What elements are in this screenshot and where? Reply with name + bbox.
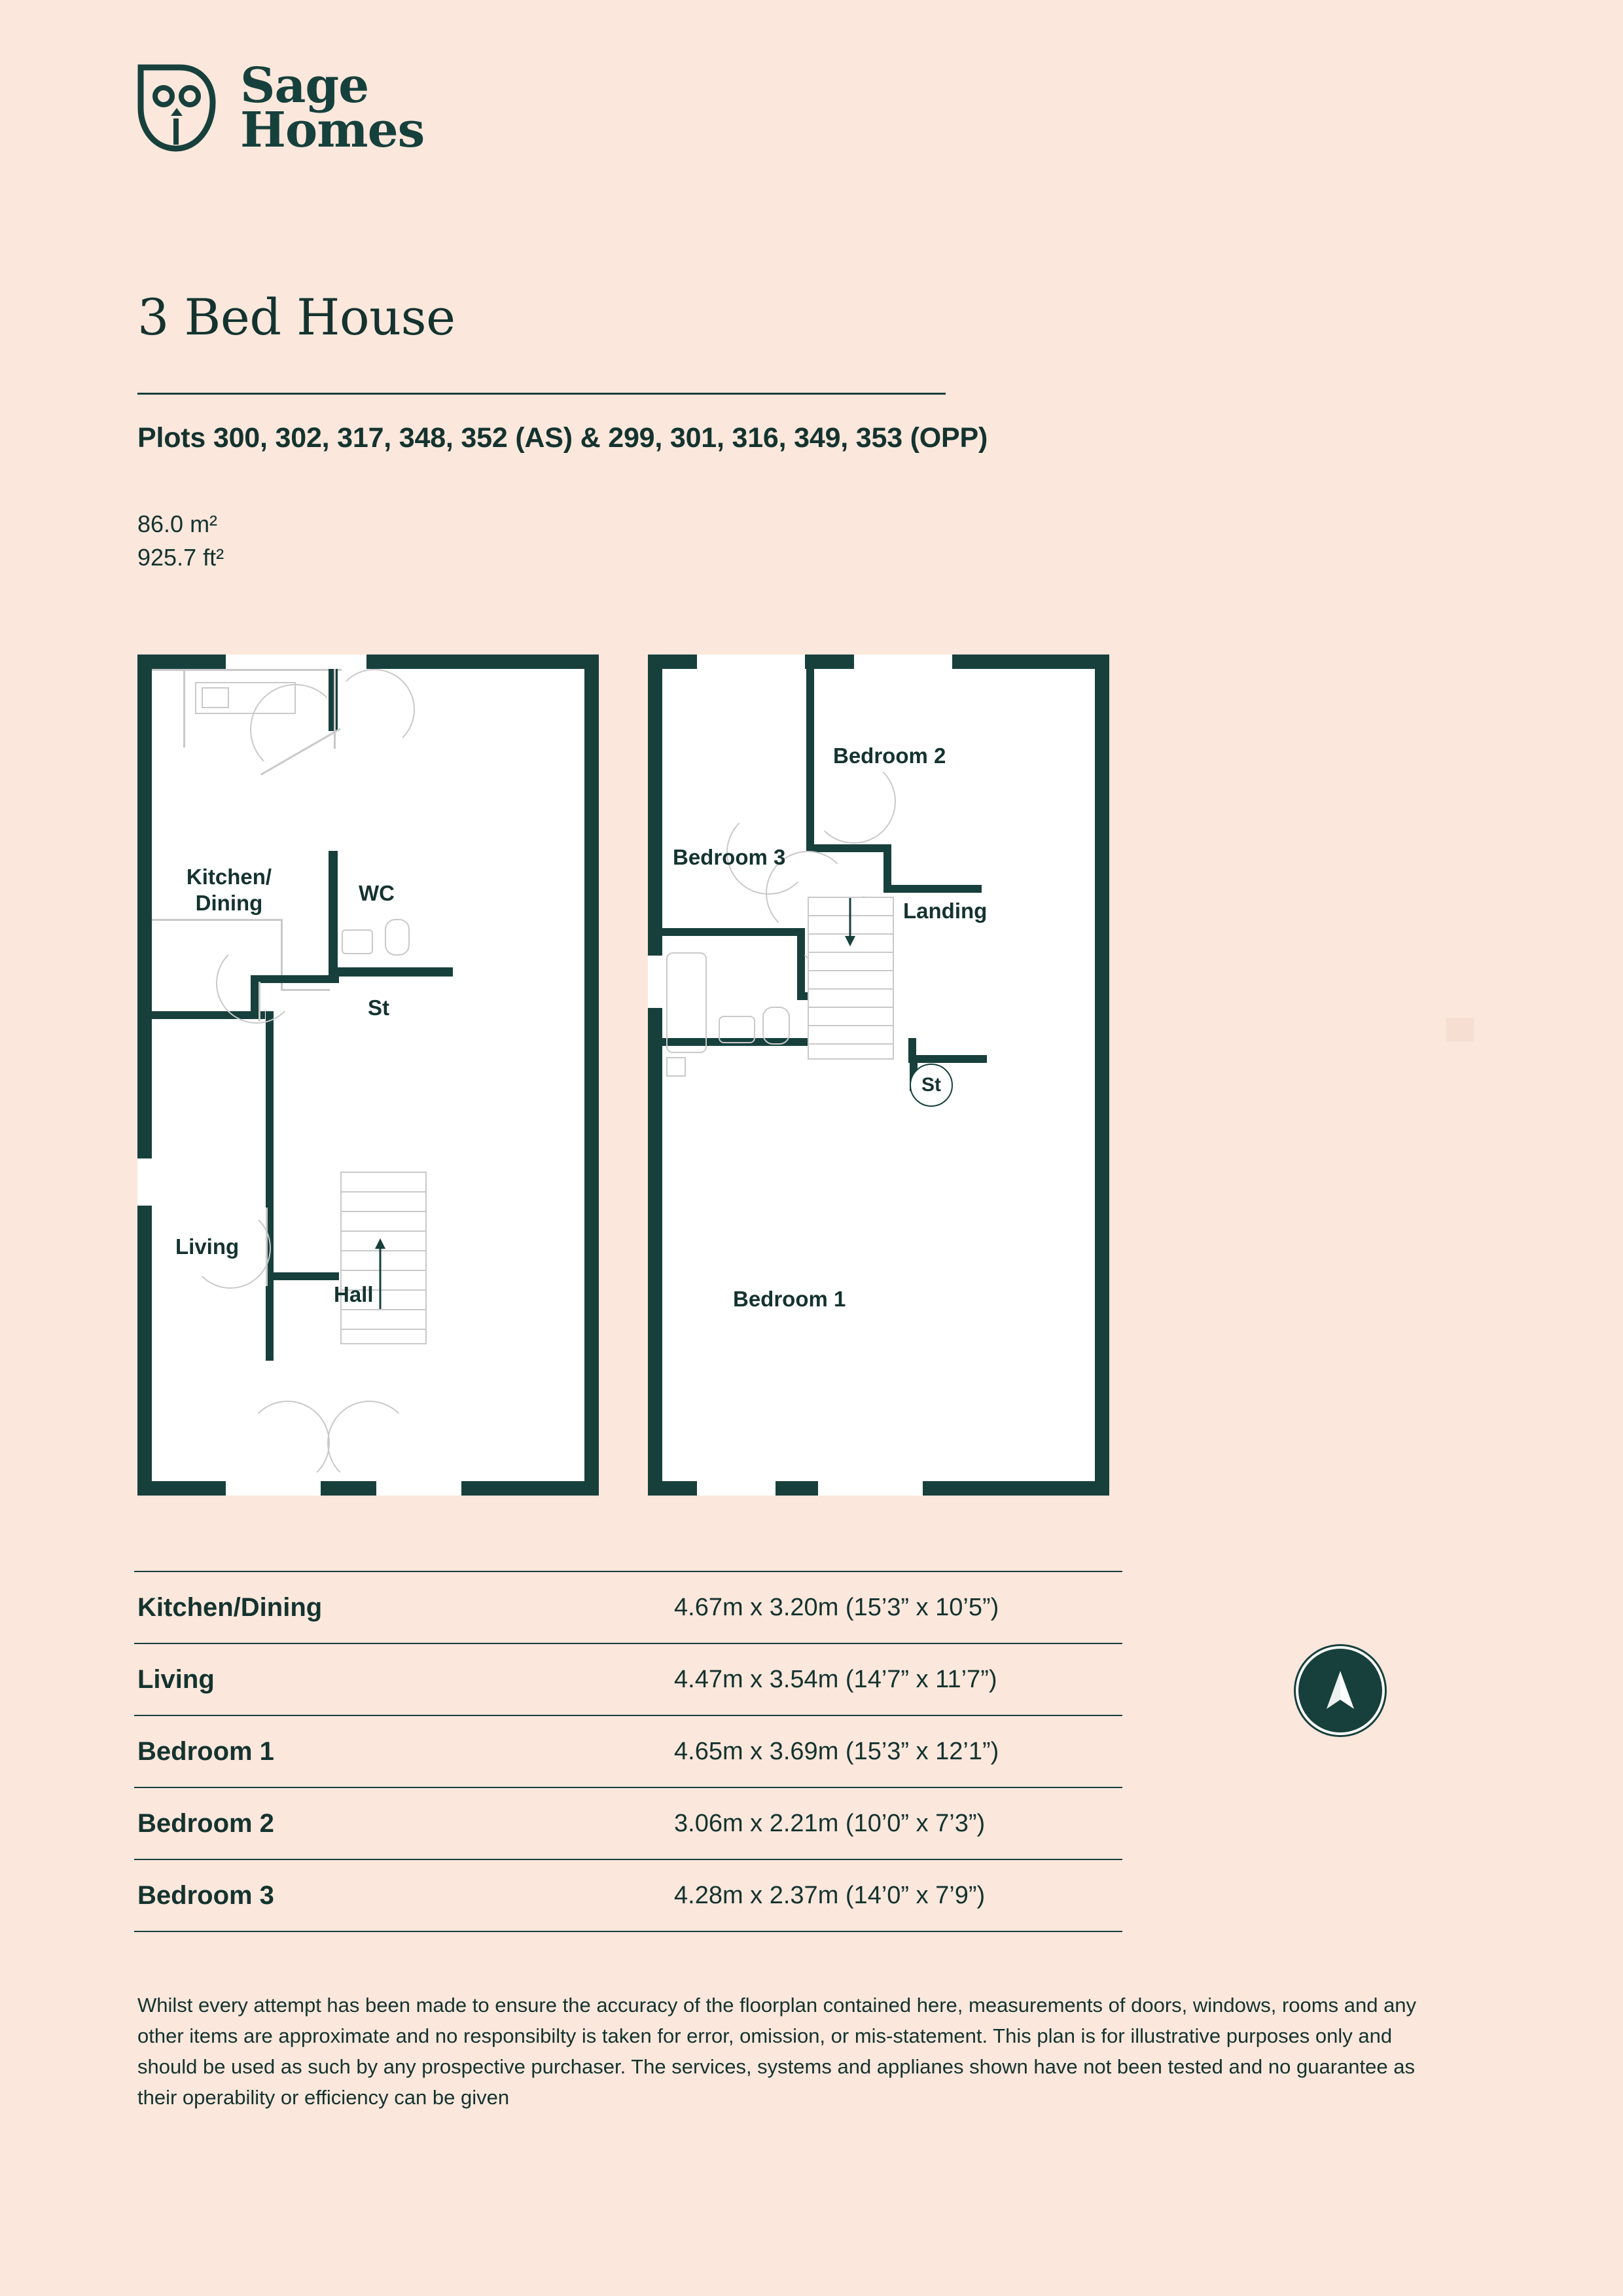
area-metric: 86.0 m² bbox=[137, 511, 218, 537]
room-dimensions: 4.47m x 3.54m (14’7” x 11’7”) bbox=[674, 1665, 997, 1693]
table-row bbox=[134, 1571, 1122, 1643]
room-dimensions: 4.67m x 3.20m (15’3” x 10’5”) bbox=[674, 1593, 999, 1621]
brand-name-line1: Sage bbox=[240, 57, 369, 114]
owl-icon bbox=[134, 62, 218, 154]
room-name: Bedroom 2 bbox=[137, 1808, 274, 1838]
room-label-landing: Landing bbox=[903, 899, 988, 923]
title-divider bbox=[137, 393, 946, 395]
brand-logo bbox=[134, 57, 425, 158]
table-row bbox=[134, 1859, 1122, 1932]
bed2-door-arc bbox=[812, 759, 896, 844]
table-row bbox=[134, 1787, 1122, 1859]
room-label-kitchen-dining: Kitchen/ Dining bbox=[186, 865, 272, 916]
bath-tub bbox=[666, 952, 707, 1053]
kitchen-counter-edge bbox=[183, 669, 185, 747]
living-door-leaf bbox=[266, 1208, 268, 1286]
bed3-bed2-wall bbox=[806, 669, 814, 852]
st-wall-top bbox=[908, 1055, 987, 1063]
bath-toilet bbox=[762, 1007, 790, 1045]
kitchen-counter bbox=[152, 669, 342, 671]
disclaimer-text: Whilst every attempt has been made to ensure the accuracy of the floorplan contained here, measurements of doors, windows, rooms and any other items are approximate and no responsibilty is taken for error, omission, or mis-statement. This plan is for illustrative purposes only and should be used as such by any prospective purchaser. The services, systems and applianes shown have not been tested and no guarantee as their operability or efficiency can be given bbox=[137, 1994, 1417, 2109]
north-arrow-icon bbox=[1296, 1646, 1385, 1735]
stairs-up-arrow-icon bbox=[373, 1237, 387, 1312]
room-label-storage: St bbox=[368, 996, 389, 1020]
brand-name bbox=[240, 57, 425, 158]
window-left-mid bbox=[137, 1158, 152, 1206]
storage-badge-first: St bbox=[910, 1064, 953, 1107]
front-door-arc bbox=[245, 1401, 330, 1485]
wc-toilet bbox=[385, 919, 410, 956]
ground-floor-plan bbox=[137, 655, 599, 1496]
landing-wall-top2 bbox=[883, 885, 982, 893]
room-label-bedroom-1: Bedroom 1 bbox=[733, 1287, 846, 1311]
window-bath bbox=[648, 956, 662, 1008]
room-name: Kitchen/Dining bbox=[137, 1592, 323, 1622]
window-top-left bbox=[226, 655, 366, 669]
room-label-bedroom-3: Bedroom 3 bbox=[673, 845, 786, 869]
ground-outer-walls bbox=[137, 655, 599, 1496]
window-bed1-left bbox=[697, 1481, 776, 1496]
area-summary bbox=[137, 507, 224, 574]
wc-basin bbox=[342, 929, 373, 954]
room-name: Bedroom 3 bbox=[137, 1880, 274, 1910]
room-name: Bedroom 1 bbox=[137, 1736, 274, 1766]
sink-outline bbox=[202, 687, 229, 708]
bath-wall-top bbox=[662, 928, 805, 936]
table-row bbox=[134, 1643, 1122, 1715]
room-name: Living bbox=[137, 1664, 215, 1694]
stairs-down-arrow-icon bbox=[843, 898, 857, 950]
rear-door-arc bbox=[327, 1401, 412, 1485]
page-title: 3 Bed House bbox=[137, 288, 455, 346]
room-schedule-table bbox=[134, 1571, 1122, 1932]
decorative-mark bbox=[1446, 1018, 1474, 1041]
window-bottom-left bbox=[226, 1481, 321, 1496]
wc-door-leaf bbox=[334, 669, 336, 749]
kitchen-door-arc bbox=[250, 684, 341, 775]
room-label-hall: Hall bbox=[334, 1282, 374, 1306]
room-label-wc: WC bbox=[359, 881, 395, 905]
room-label-living: Living bbox=[175, 1234, 240, 1259]
room-dimensions: 4.65m x 3.69m (15’3” x 12’1”) bbox=[674, 1737, 999, 1765]
bath-small-fixture bbox=[666, 1057, 686, 1077]
room-dimensions: 4.28m x 2.37m (14’0” x 7’9”) bbox=[674, 1881, 986, 1909]
table-row bbox=[134, 1715, 1122, 1787]
wc-wall-bottom bbox=[329, 967, 453, 977]
first-floor-plan bbox=[648, 655, 1109, 1496]
landing-wall-top bbox=[806, 844, 891, 852]
window-bottom-right bbox=[376, 1481, 461, 1496]
landing-wall-right bbox=[883, 844, 891, 890]
area-imperial: 925.7 ft² bbox=[137, 544, 224, 571]
hall-wall-bottom bbox=[266, 1272, 339, 1280]
bath-basin bbox=[719, 1016, 755, 1043]
window-bed2 bbox=[854, 655, 952, 669]
st-door-arc bbox=[216, 942, 297, 1024]
wc-wall-left bbox=[329, 851, 338, 975]
window-bed1-right bbox=[818, 1481, 923, 1496]
kitchen-inner-edge bbox=[152, 919, 283, 921]
room-dimensions: 3.06m x 2.21m (10’0” x 7’3”) bbox=[674, 1809, 986, 1837]
window-bed3 bbox=[697, 655, 805, 669]
plot-numbers: Plots 300, 302, 317, 348, 352 (AS) & 299, 301, 316, 349, 353 (OPP) bbox=[137, 422, 988, 454]
room-label-bedroom-2: Bedroom 2 bbox=[833, 744, 946, 768]
brand-name-line2: Homes bbox=[240, 102, 425, 158]
wc-door-arc bbox=[334, 669, 415, 750]
